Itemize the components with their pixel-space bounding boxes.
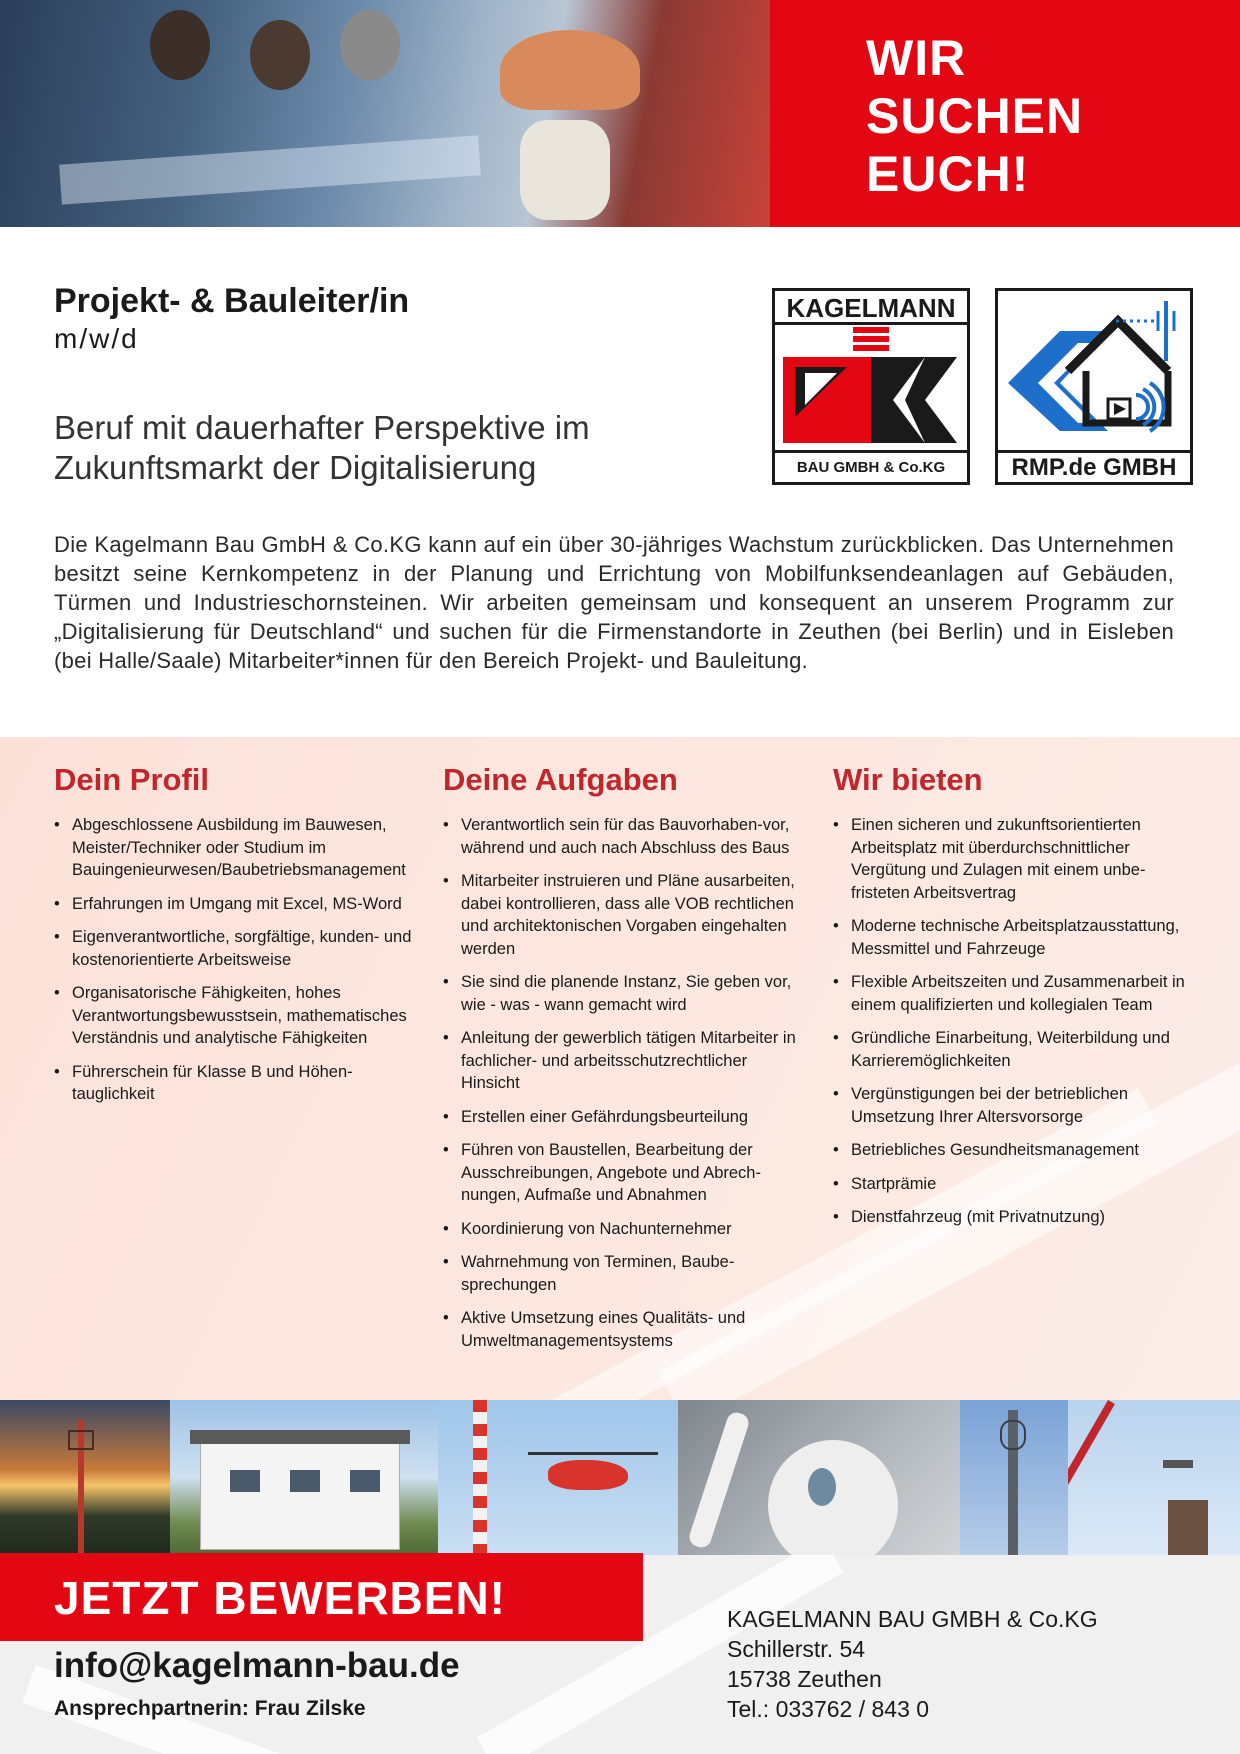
list-item: • Verantwortlich sein für das Bauvorhaben-vor, während und auch nach Abschluss des Baus [443,814,803,859]
photo-tower-sunset [0,1400,170,1555]
photo-office-building [170,1400,438,1555]
photo-antenna-mast [960,1400,1068,1555]
list-item: • Führerschein für Klasse B und Höhentauglichkeit [54,1061,414,1106]
kagelmann-logo-sub: BAU GMBH & Co.KG [775,450,967,482]
photo-pen-and-mouse [678,1400,960,1555]
column-benefits-list [833,814,1193,1229]
rmp-logo-name: RMP.de GMBH [998,450,1190,482]
list-item: • Aktive Umsetzung eines Qualitäts- und Umweltmanagementsystems [443,1307,803,1352]
hero-headline-line-2: SUCHEN [866,88,1084,144]
apply-now-text: JETZT BEWERBEN! [54,1572,506,1624]
column-tasks-heading: Deine Aufgaben [443,762,678,797]
column-profile-heading: Dein Profil [54,762,210,797]
list-item: • Betriebliches Gesundheitsmanagement [833,1139,1193,1162]
photo-crane-chimney [1068,1400,1240,1555]
list-item: • Mitarbeiter instruieren und Pläne ausarbeiten, dabei kontrollieren, dass alle VOB rechtlichen und architektonischen Vorgaben eingehalten werden [443,870,803,960]
list-item: • Eigenverantwortliche, sorgfältige, kunden- und kostenorientierte Arbeitsweise [54,926,414,971]
address-street: Schillerstr. 54 [727,1636,866,1662]
list-item: • Koordinierung von Nachunternehmer [443,1218,803,1241]
column-tasks [443,762,803,1363]
address-phone: Tel.: 033762 / 843 0 [727,1696,930,1722]
hero-banner [770,0,1240,227]
list-item: • Führen von Baustellen, Bearbeitung der Ausschreibungen, Angebote und Abrechnungen, Aufmaße und Abnahmen [443,1139,803,1207]
list-item: • Erfahrungen im Umgang mit Excel, MS-Word [54,893,414,916]
list-item: • Wahrnehmung von Terminen, Baubesprechungen [443,1251,803,1296]
company-description: Die Kagelmann Bau GmbH & Co.KG kann auf ein über 30-jähriges Wachstum zurückblicken. Das Unternehmen besitzt seine Kernkompetenz in der Planung und Errichtung von Mobilfunksendeanlagen auf Gebäuden, Türmen und Industrieschornsteinen. Wir arbeiten gemeinsam und konsequent an unserem Programm zur „Digitalisierung für Deutschland“ und suchen für die Firmenstandorte in Zeuthen (bei Berlin) und in Eisleben (bei Halle/Saale) Mitarbeiter*innen für den Bereich Projekt- und Bauleitung. [54,532,1174,673]
list-item: • Vergünstigungen bei der betrieblichen Umsetzung Ihrer Altersvorsorge [833,1083,1193,1128]
list-item: • Startprämie [833,1173,1193,1196]
contact-person: Ansprechpartnerin: Frau Zilske [54,1697,366,1720]
list-item: • Flexible Arbeitszeiten und Zusammenarbeit in einem qualifizierten und kollegialen Team [833,971,1193,1016]
column-tasks-list [443,814,803,1352]
hero-headline-line-3: EUCH! [866,146,1030,202]
job-subtitle: m/w/d [54,323,139,354]
column-profile-list [54,814,414,1106]
kagelmann-logo-mark [775,325,967,451]
photo-helicopter-mast [438,1400,678,1555]
address-company: KAGELMANN BAU GMBH & Co.KG [727,1606,1098,1632]
list-item: • Moderne technische Arbeitsplatzausstattung, Messmittel und Fahrzeuge [833,915,1193,960]
column-profile [54,762,414,1117]
list-item: • Gründliche Einarbeitung, Weiterbildung und Karrieremöglichkeiten [833,1027,1193,1072]
kagelmann-logo [772,288,970,485]
tagline: Beruf mit dauerhafter Perspektive im Zukunftsmarkt der Digitalisierung [54,409,590,486]
rmp-logo [995,288,1193,485]
address-city: 15738 Zeuthen [727,1666,882,1692]
list-item: • Dienstfahrzeug (mit Privatnutzung) [833,1206,1193,1229]
photo-strip [0,1400,1240,1555]
list-item: • Abgeschlossene Ausbildung im Bauwesen, Meister/Techniker oder Studium im Bauingenieurwesen/Baubetriebsmanagement [54,814,414,882]
job-title: Projekt- & Bauleiter/in [54,282,410,320]
list-item: • Anleitung der gewerblich tätigen Mitarbeiter in fachlicher- und arbeitsschutzrechtlicher Hinsicht [443,1027,803,1095]
column-benefits-heading: Wir bieten [833,762,983,797]
list-item: • Organisatorische Fähigkeiten, hohes Verantwortungsbewusstsein, mathematisches Verständnis und analytische Fähigkeiten [54,982,414,1050]
list-item: • Erstellen einer Gefährdungsbeurteilung [443,1106,803,1129]
column-benefits [833,762,1193,1240]
hero-headline-line-1: WIR [866,30,967,86]
hero-section [0,0,1240,227]
kagelmann-logo-name: KAGELMANN [775,291,967,325]
list-item: • Einen sicheren und zukunftsorientierten Arbeitsplatz mit überdurchschnittlicher Vergütung und Zulagen mit einem unbefristeten Arbeitsvertrag [833,814,1193,904]
rmp-logo-mark [998,291,1190,449]
list-item: • Sie sind die planende Instanz, Sie geben vor, wie - was - wann gemacht wird [443,971,803,1016]
hero-team-photo [0,0,770,227]
contact-email[interactable]: info@kagelmann-bau.de [54,1646,460,1685]
